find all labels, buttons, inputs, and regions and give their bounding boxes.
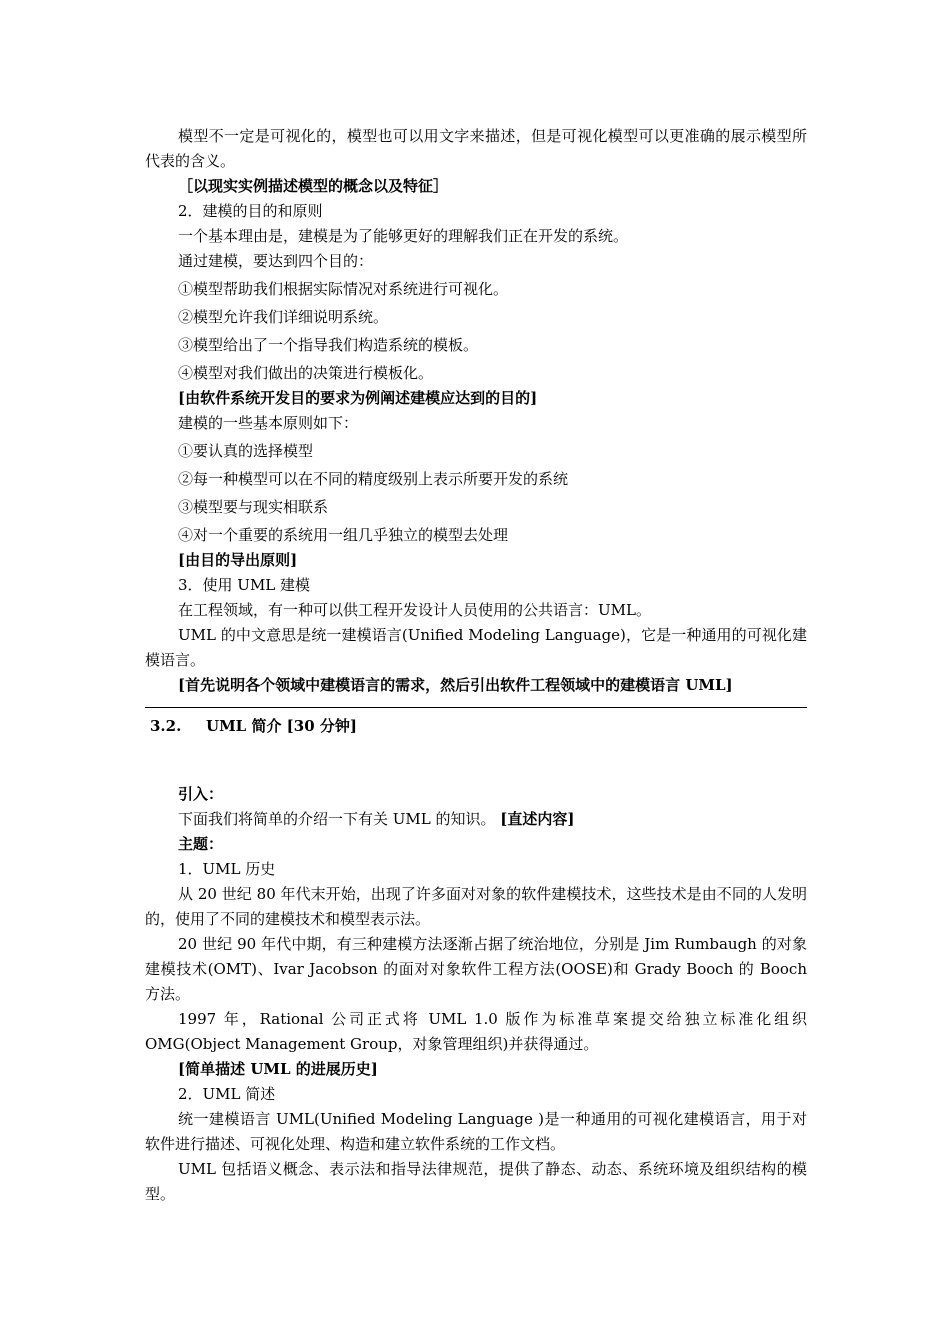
note-goals: [由软件系统开发目的要求为例阐述建模应达到的目的] xyxy=(178,389,538,407)
paragraph-overview-1: 统一建模语言 UML(Unified Modeling Language )是一种通用的可视化建模语言，用于对软件进行描述、可视化处理、构造和建立软件系统的工作文档。 xyxy=(145,1110,807,1153)
paragraph-uml-meaning: UML 的中文意思是统一建模语言(Unified Modeling Language)，它是一种通用的可视化建模语言。 xyxy=(145,626,807,669)
heading-uml-overview: 2．UML 简述 xyxy=(178,1085,276,1103)
principle-item: ②每一种模型可以在不同的精度级别上表示所要开发的系统 xyxy=(178,470,569,488)
principle-item: ③模型要与现实相联系 xyxy=(178,498,329,516)
paragraph-reason: 一个基本理由是，建模是为了能够更好的理解我们正在开发的系统。 xyxy=(178,227,629,245)
intro-paragraph xyxy=(145,807,807,832)
paragraph-visual-models: 模型不一定是可视化的，模型也可以用文字来描述，但是可视化模型可以更准确的展示模型所代表的含义。 xyxy=(145,127,807,170)
section-heading xyxy=(145,714,807,739)
intro-text: 下面我们将简单的介绍一下有关 UML 的知识。 xyxy=(178,810,496,828)
principle-item: ①要认真的选择模型 xyxy=(178,442,314,460)
goal-item: ②模型允许我们详细说明系统。 xyxy=(178,308,389,326)
note-history: [简单描述 UML 的进展历史] xyxy=(178,1060,378,1078)
paragraph-history-2: 20 世纪 90 年代中期，有三种建模方法逐渐占据了统治地位，分别是 Jim Rumbaugh 的对象建模技术(OMT)、Ivar Jacobson 的面对对象软件工程方法(OOSE)和 Grady Booch 的 Booch 方法。 xyxy=(145,935,807,1003)
heading-uml-history: 1．UML 历史 xyxy=(178,860,276,878)
paragraph-common-language: 在工程领域，有一种可以供工程开发设计人员使用的公共语言：UML。 xyxy=(178,601,651,619)
principle-item: ④对一个重要的系统用一组几乎独立的模型去处理 xyxy=(178,526,509,544)
note-example: ［以现实实例描述模型的概念以及特征］ xyxy=(178,177,449,195)
heading-purpose-principles: 2．建模的目的和原则 xyxy=(178,202,323,220)
document-page xyxy=(145,124,807,1207)
section-number: 3.2. xyxy=(150,717,182,735)
goal-item: ③模型给出了一个指导我们构造系统的模板。 xyxy=(178,336,479,354)
paragraph-history-3: 1997 年，Rational 公司正式将 UML 1.0 版作为标准草案提交给独立标准化组织 OMG(Object Management Group，对象管理组织)并获得通过。 xyxy=(145,1010,807,1053)
intro-note: [直述内容] xyxy=(500,810,575,828)
note-uml: [首先说明各个领域中建模语言的需求，然后引出软件工程领域中的建模语言 UML] xyxy=(178,676,733,694)
note-principles: [由目的导出原则] xyxy=(178,551,298,569)
intro-label: 引入： xyxy=(178,785,224,803)
heading-using-uml: 3．使用 UML 建模 xyxy=(178,576,311,594)
paragraph-goals-intro: 通过建模，要达到四个目的： xyxy=(178,252,374,270)
paragraph-overview-2: UML 包括语义概念、表示法和指导法律规范，提供了静态、动态、系统环境及组织结构的模型。 xyxy=(145,1160,807,1203)
section-title: UML 简介 [30 分钟] xyxy=(206,717,357,735)
paragraph-history-1: 从 20 世纪 80 年代末开始，出现了许多面对对象的软件建模技术，这些技术是由不同的人发明的，使用了不同的建模技术和模型表示法。 xyxy=(145,885,807,928)
section-divider xyxy=(145,707,807,708)
topic-label: 主题： xyxy=(178,835,224,853)
paragraph-principles-intro: 建模的一些基本原则如下： xyxy=(178,414,359,432)
goal-item: ①模型帮助我们根据实际情况对系统进行可视化。 xyxy=(178,280,509,298)
goal-item: ④模型对我们做出的决策进行模板化。 xyxy=(178,364,434,382)
